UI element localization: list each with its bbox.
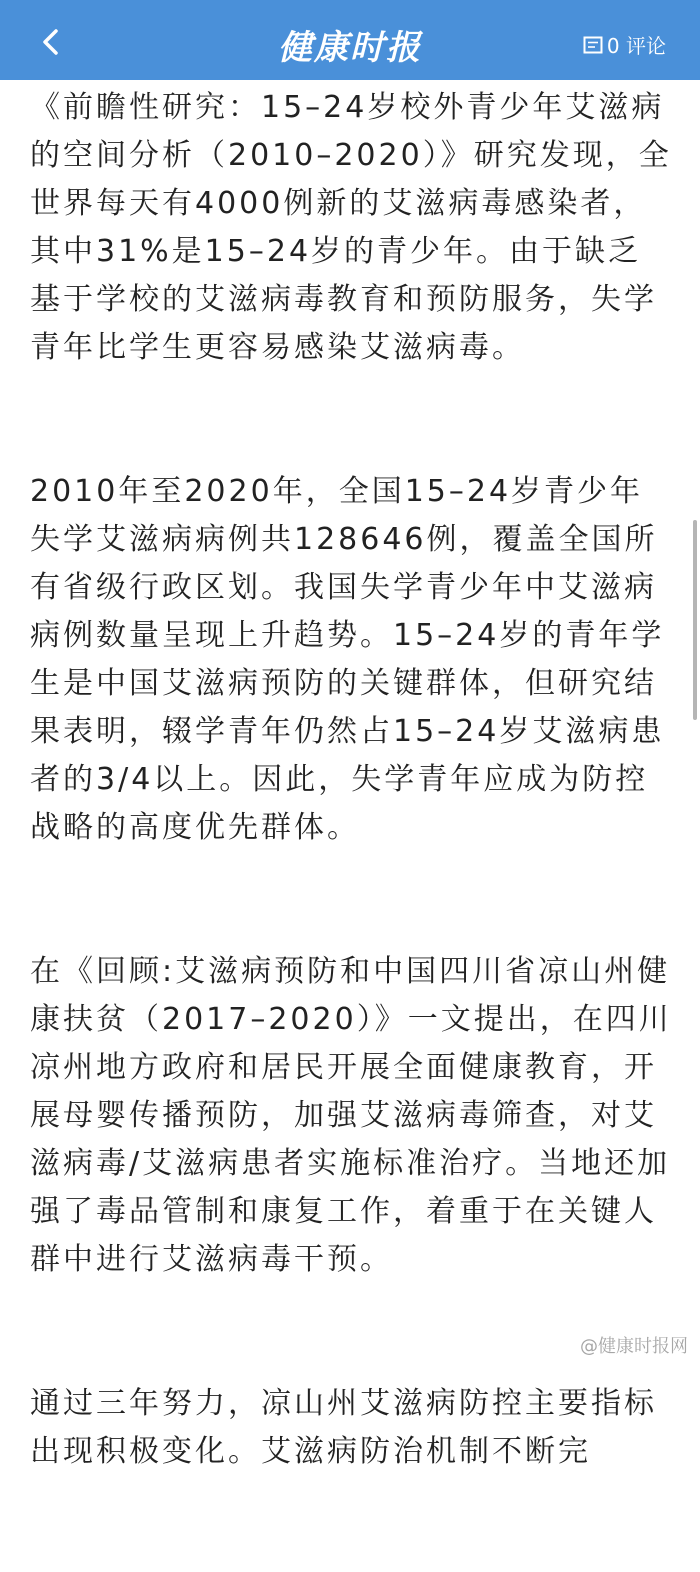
brand-logo: 健康时报 xyxy=(278,28,422,68)
article-paragraph: 通过三年努力，凉山州艾滋病防控主要指标出现积极变化。艾滋病防治机制不断完 xyxy=(30,1386,657,1469)
comments-count-label: 0 评论 xyxy=(606,34,666,58)
comments-button[interactable] xyxy=(583,30,666,59)
article-body xyxy=(30,84,672,1572)
scrollbar[interactable] xyxy=(693,520,697,720)
comment-icon xyxy=(583,35,603,55)
top-app-bar xyxy=(0,0,700,80)
article-paragraph: 在《回顾:艾滋病预防和中国四川省凉山州健康扶贫（2017–2020）》一文提出，在四川凉州地方政府和居民开展全面健康教育，开展母婴传播预防，加强艾滋病毒筛查，对艾滋病毒/艾滋病患者实施标准治疗。当地还加强了毒品管制和康复工作，着重于在关键人群中进行艾滋病毒干预。 xyxy=(30,954,672,1277)
article-paragraph: 《前瞻性研究：15–24岁校外青少年艾滋病的空间分析（2010–2020）》研究发现，全世界每天有4000例新的艾滋病毒感染者，其中31%是15–24岁的青少年。由于缺乏基于学校的艾滋病毒教育和预防服务，失学青年比学生更容易感染艾滋病毒。 xyxy=(30,90,672,365)
watermark: @健康时报网 xyxy=(580,1336,688,1357)
article-paragraph: 2010年至2020年，全国15–24岁青少年失学艾滋病病例共128646例，覆盖全国所有省级行政区划。我国失学青少年中艾滋病病例数量呈现上升趋势。15–24岁的青年学生是中国艾滋病预防的关键群体，但研究结果表明，辍学青年仍然占15–24岁艾滋病患者的3/4以上。因此，失学青年应成为防控战略的高度优先群体。 xyxy=(30,474,665,845)
